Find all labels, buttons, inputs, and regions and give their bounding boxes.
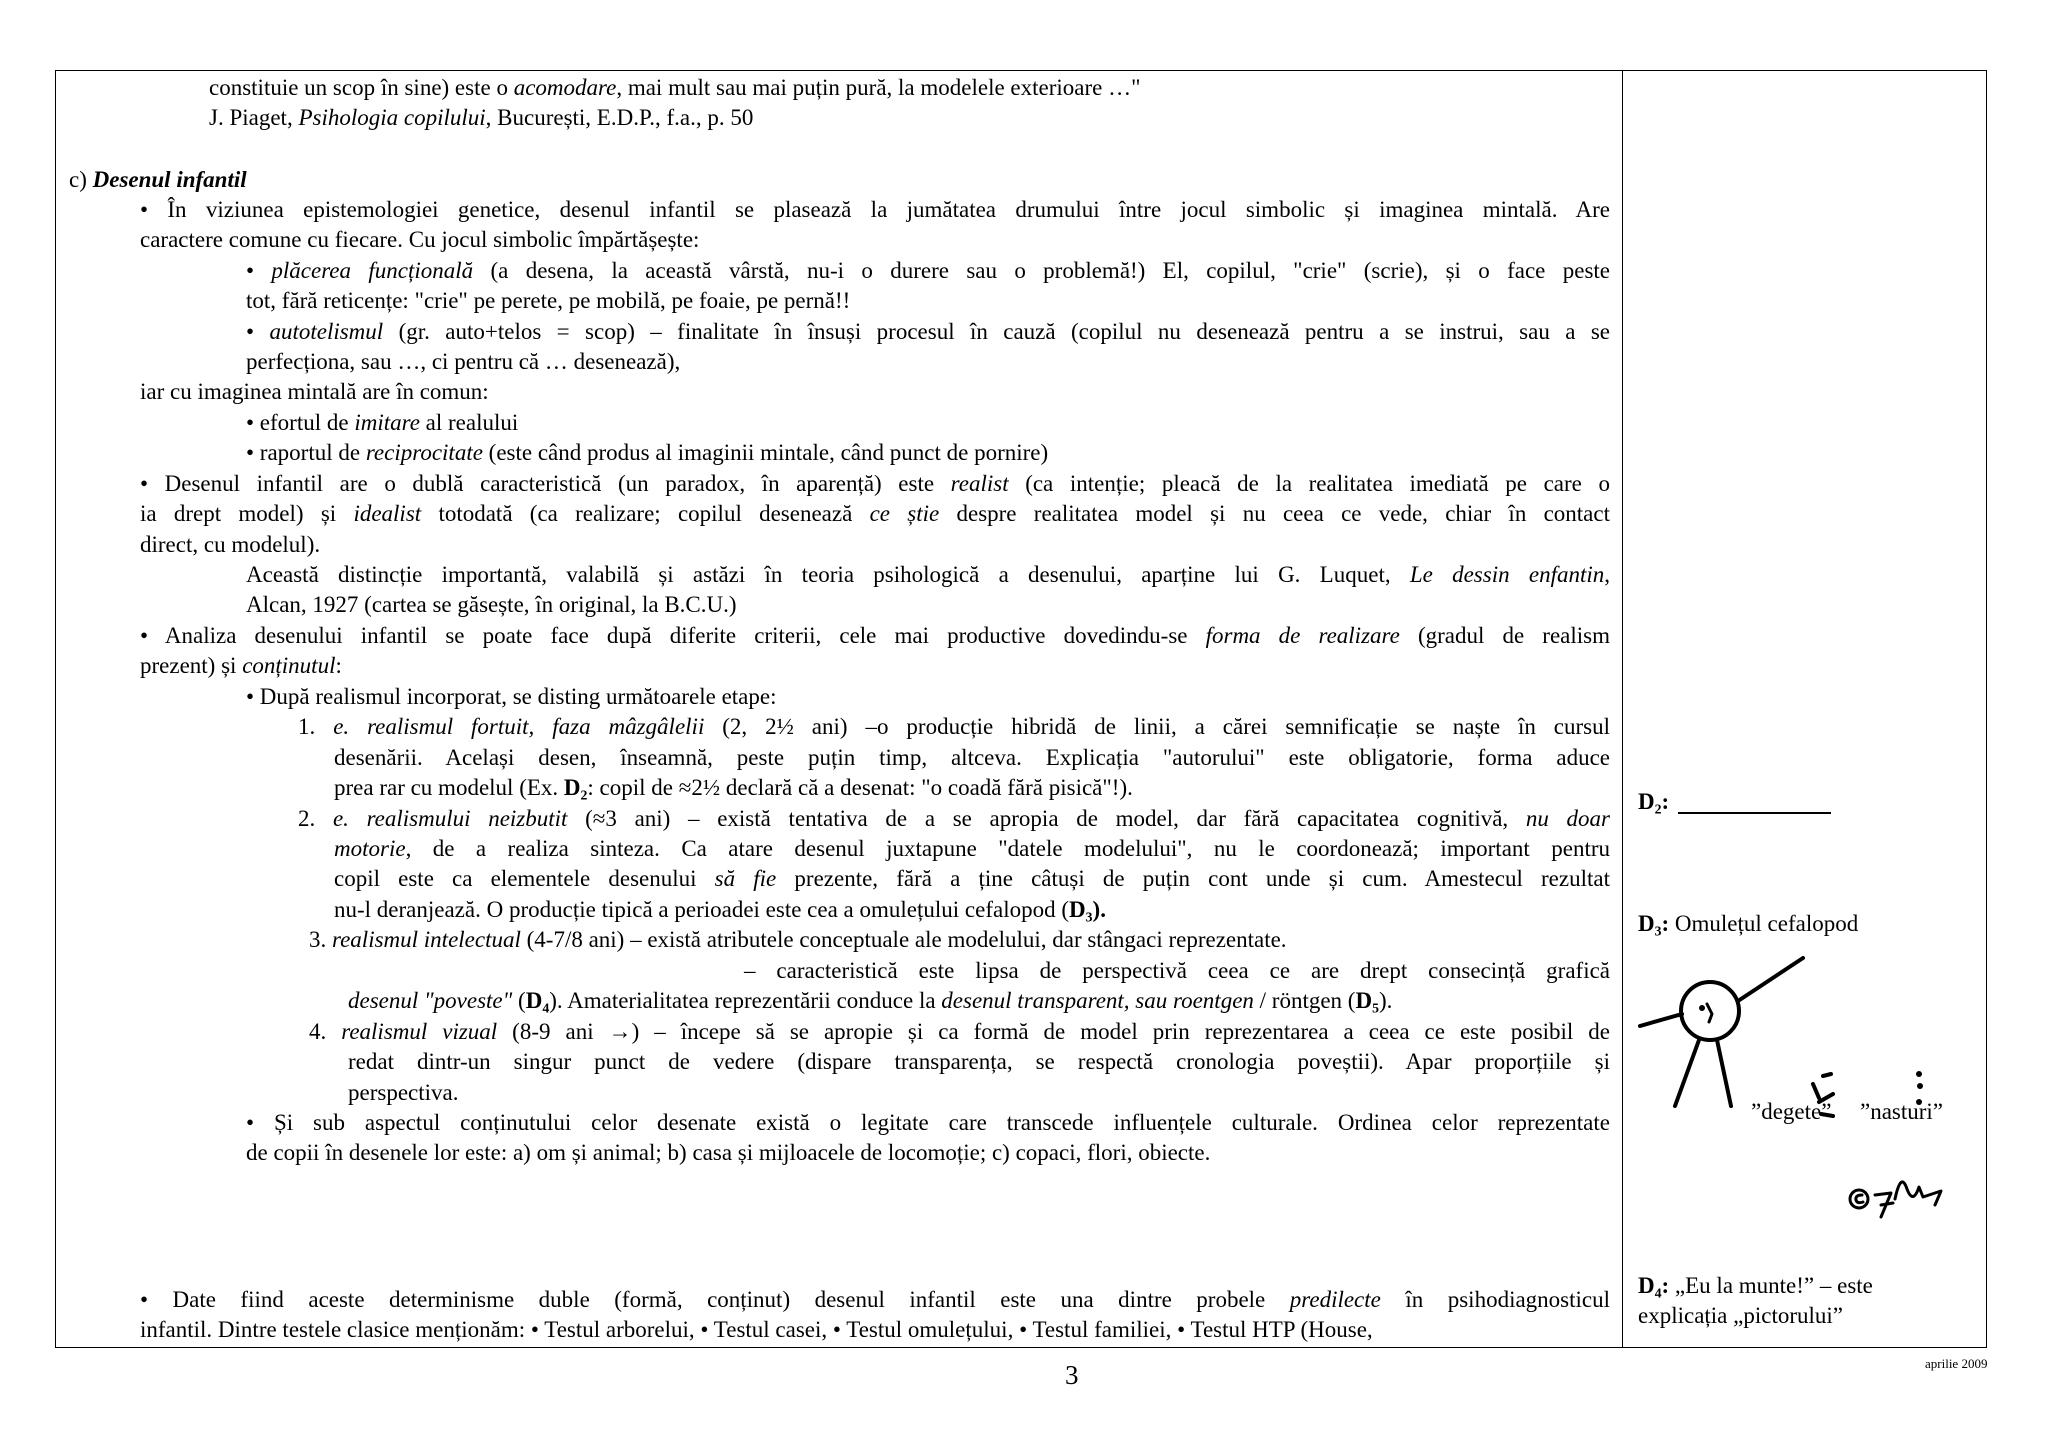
- blank-line: [1678, 812, 1831, 814]
- paragraph-line: • Desenul infantil are o dublă caracteristică (un paradox, în aparență) este realist (ca intenție; pleacă de la realitatea imediată pe care o: [140, 471, 1610, 496]
- paragraph-line: Această distincție importantă, valabilă și astăzi în teoria psihologică a desenului, aparține lui G. Luquet, Le dessin enfantin,: [246, 562, 1610, 587]
- page-table: [55, 70, 1987, 1348]
- paragraph-line: de copii în desenele lor este: a) om și animal; b) casa și mijloacele de locomoție; c) copaci, flori, obiecte.: [246, 1140, 1211, 1165]
- list-item: – caracteristică este lipsa de perspectivă ceea ce are drept consecință grafică: [744, 958, 1610, 983]
- figure-caption-d4: D₄: „Eu la munte!” – este: [1638, 1273, 1873, 1298]
- paragraph-line: perfecționa, sau …, ci pentru că … desenează),: [246, 349, 681, 374]
- paragraph-line: tot, fără reticențe: "crie" pe perete, pe mobilă, pe foaie, pe pernă!!: [246, 288, 851, 313]
- drawing-nose: [1707, 1004, 1712, 1022]
- section-heading: c) Desenul infantil: [69, 167, 247, 192]
- paragraph-line: iar cu imaginea mintală are în comun:: [140, 379, 489, 404]
- paragraph-line: direct, cu modelul).: [140, 532, 321, 557]
- paragraph-line: • Date fiind aceste determinisme duble (formă, conținut) desenul infantil este una dintre probele predilecte în psihodiagnosticul: [140, 1287, 1610, 1312]
- paragraph-line: • În viziunea epistemologiei genetice, desenul infantil se plasează la jumătatea drumului între jocul simbolic și imaginea mintală. Are: [140, 197, 1610, 222]
- list-item: 2. e. realismului neizbutit (≈3 ani) – există tentativa de a se apropia de model, dar fără capacitatea cognitivă, nu doar: [298, 806, 1610, 831]
- paragraph-line: • raportul de reciprocitate (este când produs al imaginii mintale, când punct de pornire): [246, 440, 1049, 465]
- cephalopod-drawing: [1635, 956, 1980, 1181]
- figure-caption-d4-line2: explicația „pictorului”: [1638, 1303, 1843, 1328]
- quote-line: constituie un scop în sine) este o acomodare, mai mult sau mai puțin pură, la modelele exterioare …": [209, 75, 1141, 100]
- quote-reference: J. Piaget, Psihologia copilului, București, E.D.P., f.a., p. 50: [209, 105, 754, 130]
- list-item: perspectiva.: [348, 1080, 459, 1105]
- page-number: 3: [1065, 1360, 1079, 1390]
- drawing-leg-right: [1717, 1040, 1731, 1106]
- drawing-leg-left: [1675, 1040, 1699, 1106]
- list-item: nu-l deranjează. O producție tipică a perioadei este cea a omulețului cefalopod (D₃).: [334, 897, 1106, 922]
- signature-icon: [1843, 1161, 1973, 1221]
- list-item: 3. realismul intelectual (4-7/8 ani) – există atributele conceptuale ale modelului, dar stângaci reprezentate.: [309, 927, 1287, 952]
- paragraph-line: prezent) și conținutul:: [140, 653, 342, 678]
- button-dot: [1917, 1083, 1923, 1089]
- drawing-arm-left: [1640, 1014, 1682, 1026]
- label-nasturi: ”nasturi”: [1860, 1099, 1944, 1124]
- list-item: 4. realismul vizual (8-9 ani →) – începe să se apropie și ca formă de model prin reprezentarea a ceea ce este posibil de: [309, 1019, 1611, 1044]
- button-dot: [1916, 1071, 1922, 1077]
- paragraph-line: infantil. Dintre testele clasice menționăm: • Testul arborelui, • Testul casei, • Testul omulețului, • Testul familiei, • Testul HTP (House,: [140, 1317, 1373, 1342]
- list-item: desenării. Același desen, înseamnă, peste puțin timp, altceva. Explicația "autorului" este obligatorie, forma aduce: [334, 745, 1610, 770]
- list-item: 1. e. realismul fortuit, faza mâzgâlelii (2, 2½ ani) –o producție hibridă de linii, a cărei semnificație se naște în cursul: [298, 714, 1611, 739]
- paragraph-line: caractere comune cu fiecare. Cu jocul simbolic împărtășește:: [140, 227, 700, 252]
- paragraph-line: • Și sub aspectul conținutului celor desenate există o legitate care transcede influențele culturale. Ordinea celor reprezentate: [246, 1110, 1610, 1135]
- paragraph-line: • Analiza desenului infantil se poate face după diferite criterii, cele mai productive dovedindu-se forma de realizare (gradul de realism: [140, 623, 1610, 648]
- drawing-arm-right: [1738, 958, 1803, 1001]
- list-item: desenul "poveste" (D₄). Amaterialitatea reprezentării conduce la desenul transparent, sau roentgen / röntgen (D₅).: [348, 988, 1393, 1013]
- paragraph-line: Alcan, 1927 (cartea se găsește, în original, la B.C.U.): [246, 592, 737, 617]
- paragraph-line: • plăcerea funcțională (a desena, la această vârstă, nu-i o durere sau o problemă!) El, copilul, "crie" (scrie), și o face peste: [246, 258, 1610, 283]
- side-column: [1623, 71, 1986, 1347]
- list-item: prea rar cu modelul (Ex. D₂: copil de ≈2½ declară că a desenat: "o coadă fără pisică"!).: [334, 775, 1133, 800]
- paragraph-line: • efortul de imitare al realului: [246, 410, 519, 435]
- label-degete: ”degete”: [1751, 1099, 1832, 1124]
- list-item: motorie, de a realiza sinteza. Ca atare desenul juxtapune "datele modelului", nu le coordonează; important pentru: [334, 836, 1610, 861]
- figure-label-d2: D₂:: [1638, 789, 1670, 814]
- main-column: [56, 71, 1623, 1347]
- list-item: copil este ca elementele desenului să fie prezente, fără a ține câtuși de puțin cont unde și cum. Amestecul rezultat: [334, 866, 1610, 891]
- paragraph-line: ia drept model) și idealist totodată (ca realizare; copilul desenează ce știe despre realitatea model și nu ceea ce vede, chiar în contact: [140, 501, 1610, 526]
- footer-date: aprilie 2009: [1925, 1356, 1988, 1371]
- figure-caption-d3: D₃: Omulețul cefalopod: [1638, 911, 1859, 936]
- paragraph-line: • După realismul incorporat, se disting următoarele etape:: [246, 684, 777, 709]
- list-item: redat dintr-un singur punct de vedere (dispare transparența, se respectă cronologia poveștii). Apar proporțiile și: [348, 1049, 1610, 1074]
- drawing-eye: [1699, 1005, 1705, 1011]
- paragraph-line: • autotelismul (gr. auto+telos = scop) – finalitate în însuși procesul în cauză (copilul nu desenează pentru a se instrui, sau a se: [246, 319, 1610, 344]
